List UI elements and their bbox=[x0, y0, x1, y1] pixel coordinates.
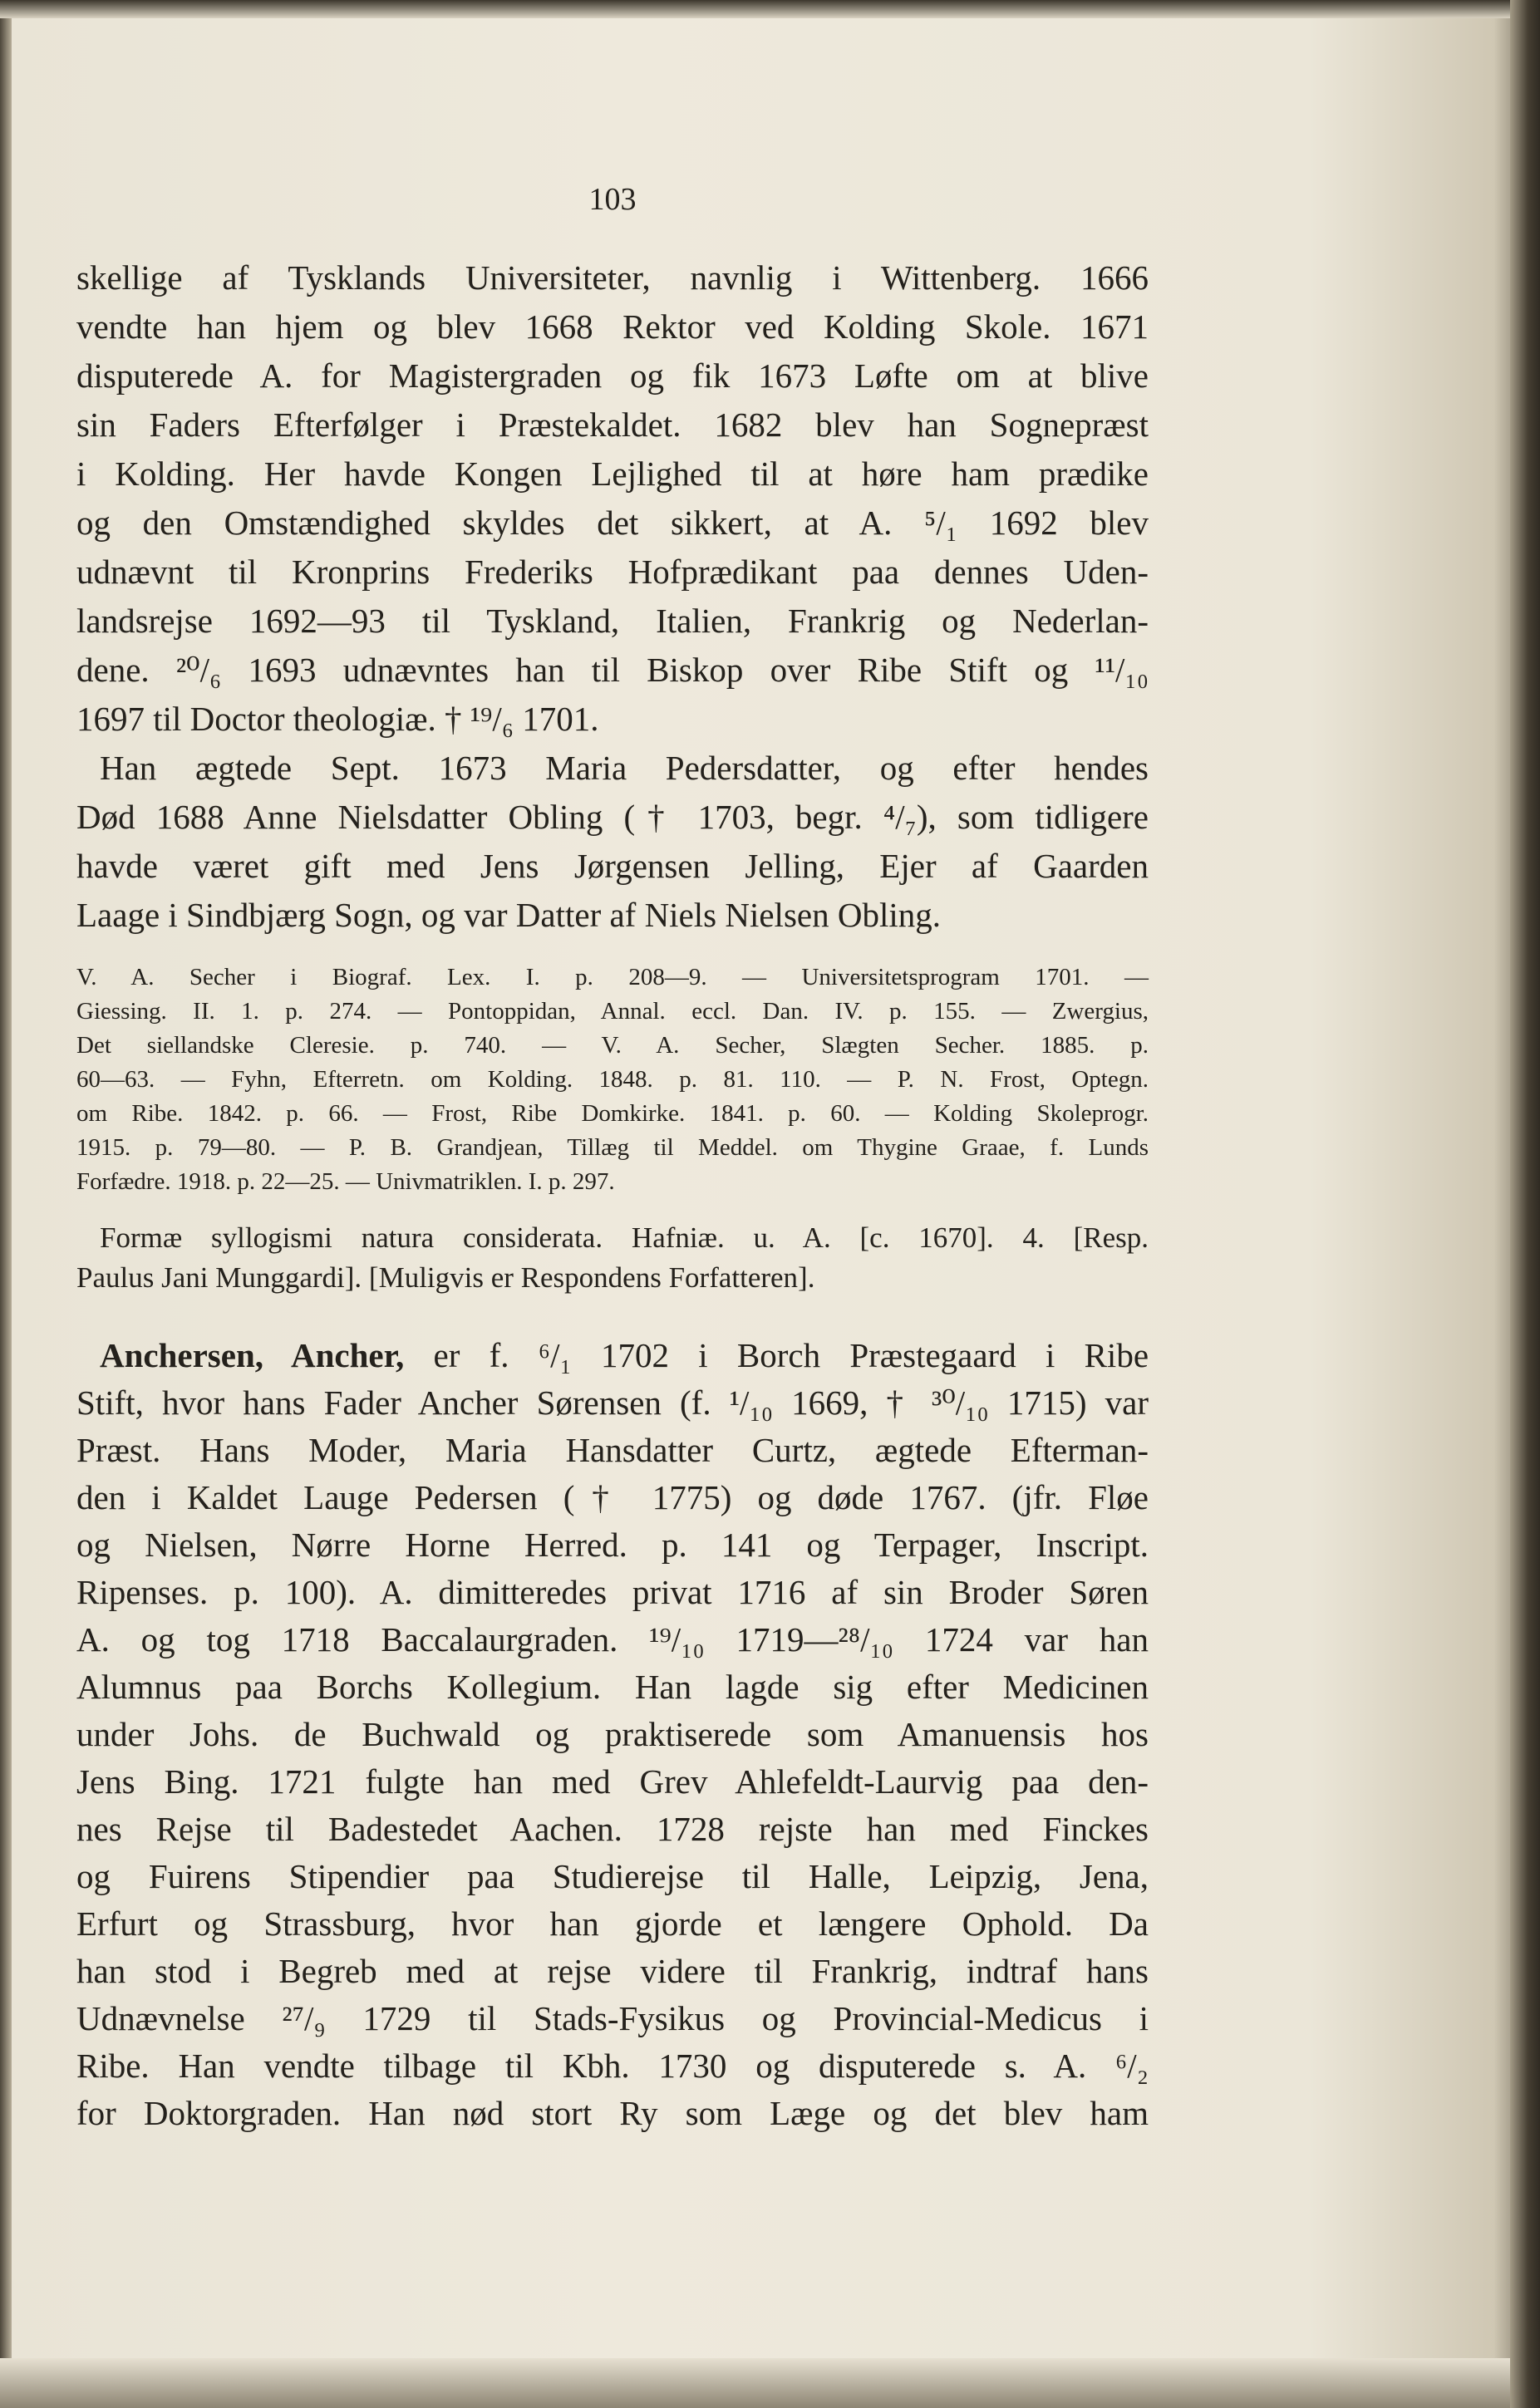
text-line: sin Faders Efterfølger i Præstekaldet. 1682 blev han Sognepræst bbox=[76, 405, 1149, 444]
entry-heading-text: er f. ⁶/₁ 1702 i Borch Præstegaard i Ribe bbox=[433, 1336, 1149, 1374]
text-line: og Fuirens Stipendier paa Studierejse til Halle, Leipzig, Jena, bbox=[76, 1857, 1149, 1895]
text-line: skellige af Tysklands Universiteter, navnlig i Wittenberg. 1666 bbox=[76, 258, 1149, 297]
text-line: nes Rejse til Badestedet Aachen. 1728 rejste han med Finckes bbox=[76, 1810, 1149, 1848]
text-line: Han ægtede Sept. 1673 Maria Pedersdatter, og efter hendes bbox=[100, 749, 1149, 787]
text-line: for Doktorgraden. Han nød stort Ry som Læge og det blev ham bbox=[76, 2094, 1149, 2132]
work-title-line: Formæ syllogismi natura considerata. Hafniæ. u. A. [c. 1670]. 4. [Resp. bbox=[100, 1221, 1149, 1254]
text-line: den i Kaldet Lauge Pedersen († 1775) og døde 1767. (jfr. Fløe bbox=[76, 1478, 1149, 1516]
reference-line: 60—63. — Fyhn, Efterretn. om Kolding. 1848. p. 81. 110. — P. N. Frost, Optegn. bbox=[76, 1066, 1149, 1093]
text-line: Alumnus paa Borchs Kollegium. Han lagde sig efter Medicinen bbox=[76, 1668, 1149, 1706]
reference-line: V. A. Secher i Biograf. Lex. I. p. 208—9. — Universitetsprogram 1701. — bbox=[76, 964, 1149, 990]
text-line: 1697 til Doctor theologiæ. † ¹⁹/₆ 1701. bbox=[76, 700, 599, 738]
text-line: og den Omstændighed skyldes det sikkert, at A. ⁵/₁ 1692 blev bbox=[76, 504, 1149, 542]
text-line: i Kolding. Her havde Kongen Lejlighed til at høre ham prædike bbox=[76, 455, 1149, 493]
text-line: under Johs. de Buchwald og praktiserede som Amanuensis hos bbox=[76, 1715, 1149, 1753]
entry-heading-line bbox=[100, 1335, 1149, 1375]
book-binding bbox=[1510, 0, 1540, 2408]
text-line: Erfurt og Strassburg, hvor han gjorde et længere Ophold. Da bbox=[76, 1904, 1149, 1943]
text-line: Stift, hvor hans Fader Ancher Sørensen (f. ¹/₁₀ 1669, † ³⁰/₁₀ 1715) var bbox=[76, 1383, 1149, 1422]
reference-line: Forfædre. 1918. p. 22—25. — Univmatriklen. I. p. 297. bbox=[76, 1168, 615, 1195]
reference-line: Giessing. II. 1. p. 274. — Pontoppidan, Annal. eccl. Dan. IV. p. 155. — Zwergius, bbox=[76, 998, 1149, 1025]
entry-name: Anchersen, Ancher, bbox=[100, 1336, 405, 1374]
text-line: Udnævnelse ²⁷/₉ 1729 til Stads-Fysikus og Provincial-Medicus i bbox=[76, 1999, 1149, 2037]
page-number: 103 bbox=[588, 182, 637, 217]
text-line: Død 1688 Anne Nielsdatter Obling († 1703, begr. ⁴/₇), som tidligere bbox=[76, 798, 1149, 836]
text-line: A. og tog 1718 Baccalaurgraden. ¹⁹/₁₀ 1719—²⁸/₁₀ 1724 var han bbox=[76, 1620, 1149, 1659]
text-line: havde været gift med Jens Jørgensen Jelling, Ejer af Gaarden bbox=[76, 847, 1149, 885]
reference-line: 1915. p. 79—80. — P. B. Grandjean, Tillæg til Meddel. om Thygine Graae, f. Lunds bbox=[76, 1134, 1149, 1161]
text-line: han stod i Begreb med at rejse videre til Frankrig, indtraf hans bbox=[76, 1952, 1149, 1990]
text-line: Laage i Sindbjærg Sogn, og var Datter af Niels Nielsen Obling. bbox=[76, 896, 941, 934]
work-title-line: Paulus Jani Munggardi]. [Muligvis er Respondens Forfatteren]. bbox=[76, 1261, 815, 1294]
page-bottom-edge bbox=[0, 2358, 1540, 2408]
page-top-edge bbox=[0, 0, 1540, 18]
reference-line: Det siellandske Cleresie. p. 740. — V. A. Secher, Slægten Secher. 1885. p. bbox=[76, 1032, 1149, 1059]
text-line: Præst. Hans Moder, Maria Hansdatter Curtz, ægtede Efterman- bbox=[76, 1431, 1149, 1469]
text-line: disputerede A. for Magistergraden og fik 1673 Løfte om at blive bbox=[76, 356, 1149, 395]
text-line: Jens Bing. 1721 fulgte han med Grev Ahlefeldt-Laurvig paa den- bbox=[76, 1762, 1149, 1801]
text-line: vendte han hjem og blev 1668 Rektor ved Kolding Skole. 1671 bbox=[76, 307, 1149, 346]
text-line: Ripenses. p. 100). A. dimitteredes privat 1716 af sin Broder Søren bbox=[76, 1573, 1149, 1611]
text-line: og Nielsen, Nørre Horne Herred. p. 141 og Terpager, Inscript. bbox=[76, 1526, 1149, 1564]
text-line: udnævnt til Kronprins Frederiks Hofprædikant paa dennes Uden- bbox=[76, 553, 1149, 591]
reference-line: om Ribe. 1842. p. 66. — Frost, Ribe Domkirke. 1841. p. 60. — Kolding Skoleprogr. bbox=[76, 1100, 1149, 1127]
text-line: Ribe. Han vendte tilbage til Kbh. 1730 og disputerede s. A. ⁶/₂ bbox=[76, 2047, 1149, 2085]
text-line: landsrejse 1692—93 til Tyskland, Italien, Frankrig og Nederlan- bbox=[76, 602, 1149, 640]
page-left-edge bbox=[0, 0, 12, 2408]
text-line: dene. ²⁰/₆ 1693 udnævntes han til Biskop over Ribe Stift og ¹¹/₁₀ bbox=[76, 651, 1149, 689]
